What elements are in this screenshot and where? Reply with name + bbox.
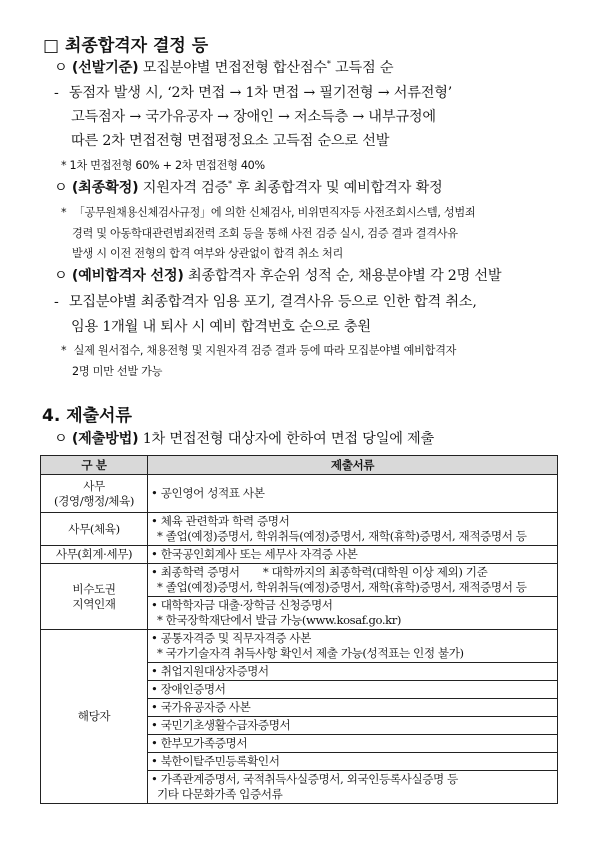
reserve-note-2: 2명 미만 선발 가능 bbox=[72, 365, 163, 378]
criteria-tag: (선발기준) bbox=[71, 60, 139, 76]
documents-cell: • 한부모가족증명서 bbox=[148, 735, 558, 753]
document-item bbox=[151, 565, 554, 580]
documents-cell bbox=[148, 630, 558, 663]
documents-cell: • 취업지원대상자증명서 bbox=[148, 663, 558, 681]
table-row bbox=[41, 630, 558, 663]
dash-bullet: - bbox=[54, 85, 59, 101]
final-confirm-tag: (최종확정) bbox=[71, 180, 139, 196]
table-header-row bbox=[41, 456, 558, 475]
category-cell: 사무(회계·세무) bbox=[41, 546, 148, 564]
document-text: • 최종학력 증명서 bbox=[151, 565, 240, 579]
documents-cell bbox=[148, 597, 558, 630]
replacement-text-1: 모집분야별 최종합격자 임용 포기, 결격사유 등으로 인한 합격 취소, bbox=[68, 294, 477, 310]
table-row bbox=[41, 546, 558, 564]
criteria-text: 모집분야별 면접전형 합산점수 bbox=[142, 60, 327, 76]
section-heading bbox=[43, 31, 208, 56]
tie-break-line-1 bbox=[54, 82, 452, 102]
verification-note-2: 경력 및 아동학대관련범죄전력 조회 등을 통해 사전 검증 실시, 검증 결과 결격사유 bbox=[72, 227, 458, 240]
documents-cell bbox=[148, 564, 558, 597]
documents-cell: • 장애인증명서 bbox=[148, 681, 558, 699]
category-text: (경영/행정/체육) bbox=[53, 493, 135, 508]
document-note: * 국가기술자격 취득사항 확인서 제출 가능(성적표는 인정 불가) bbox=[157, 646, 464, 660]
document-note: * 졸업(예정)증명서, 학위취득(예정)증명서, 재학(휴학)증명서, 재적증명서 등 bbox=[157, 580, 527, 594]
verification-text-1: 「공무원채용신체검사규정」에 의한 신체검사, 비위면직자등 사전조회시스템, 성범죄 bbox=[73, 206, 476, 219]
documents-cell bbox=[148, 475, 558, 513]
reserve-text: 최종합격자 후순위 성적 순, 채용분야별 각 2명 선발 bbox=[188, 268, 502, 284]
document-item: • 한국공인회계사 또는 세무사 자격증 사본 bbox=[151, 547, 358, 561]
document-item: 기타 다문화가족 입증서류 bbox=[157, 787, 283, 801]
table-row bbox=[41, 513, 558, 546]
documents-cell: • 국가유공자증 사본 bbox=[148, 699, 558, 717]
tie-break-text-1: 동점자 발생 시, ‘2차 면접 → 1차 면접 → 필기전형 → 서류전형’ bbox=[68, 85, 453, 101]
asterisk-mark: * bbox=[326, 59, 331, 69]
documents-cell: • 북한이탈주민등록확인서 bbox=[148, 753, 558, 771]
reserve-note-1 bbox=[61, 342, 456, 358]
category-cell: 사무(체육) bbox=[41, 513, 148, 546]
document-note: * 졸업(예정)증명서, 학위취득(예정)증명서, 재학(휴학)증명서, 재적증명서 등 bbox=[157, 529, 527, 543]
section-4-title: 4. 제출서류 bbox=[42, 406, 132, 426]
category-cell bbox=[41, 475, 148, 513]
category-cell: 해당자 bbox=[41, 630, 148, 804]
note-mark: * bbox=[61, 206, 67, 219]
submit-method-text: 1차 면접전형 대상자에 한하여 면접 당일에 제출 bbox=[142, 431, 435, 447]
final-confirm-text: 지원자격 검증 bbox=[142, 180, 229, 196]
document-item: • 가족관계증명서, 국적취득사실증명서, 외국인등록사실증명 등 bbox=[151, 772, 458, 786]
header-category: 구 분 bbox=[41, 456, 148, 475]
note-mark: * bbox=[61, 344, 67, 357]
reserve-tag: (예비합격자 선정) bbox=[71, 268, 184, 284]
section-title: 최종합격자 결정 등 bbox=[64, 36, 209, 56]
header-documents: 제출서류 bbox=[148, 456, 558, 475]
reserve-item bbox=[54, 265, 501, 285]
category-cell bbox=[41, 564, 148, 630]
documents-cell: • 국민기초생활수급자증명서 bbox=[148, 717, 558, 735]
score-note: * 1차 면접전형 60% + 2차 면접전형 40% bbox=[61, 159, 265, 172]
table-row bbox=[41, 564, 558, 597]
document-item: • 대학학자금 대출·장학금 신청증명서 bbox=[151, 598, 333, 612]
submit-method-item bbox=[54, 428, 434, 448]
verification-note-3: 발생 시 이전 전형의 합격 여부와 상관없이 합격 취소 처리 bbox=[72, 247, 343, 260]
criteria-item bbox=[54, 57, 393, 77]
circle-bullet: ㅇ bbox=[54, 431, 68, 447]
replacement-line-1 bbox=[54, 291, 477, 311]
document-item: • 공통자격증 및 직무자격증 사본 bbox=[151, 631, 311, 645]
replacement-line-2: 임용 1개월 내 퇴사 시 예비 합격번호 순으로 충원 bbox=[71, 319, 371, 335]
criteria-text-2: 고득점 순 bbox=[335, 60, 394, 76]
reserve-note-text-1: 실제 원서접수, 채용전형 및 지원자격 검증 결과 등에 따라 모집분야별 예비합격자 bbox=[73, 344, 457, 357]
document-note: * 대학까지의 최종학력(대학원 이상 제외) 기준 bbox=[262, 565, 488, 579]
circle-bullet: ㅇ bbox=[54, 60, 68, 76]
tie-break-line-3: 따른 2차 면접전형 면접평정요소 고득점 순으로 선발 bbox=[71, 133, 390, 149]
circle-bullet: ㅇ bbox=[54, 268, 68, 284]
final-confirm-item bbox=[54, 177, 443, 197]
category-text: 비수도권 bbox=[72, 581, 116, 596]
dash-bullet: - bbox=[54, 294, 59, 310]
box-bullet: □ bbox=[43, 36, 60, 56]
table-row bbox=[41, 475, 558, 513]
document-item: • 체육 관련학과 학력 증명서 bbox=[151, 514, 290, 528]
circle-bullet: ㅇ bbox=[54, 180, 68, 196]
asterisk-mark: * bbox=[228, 179, 232, 189]
documents-table bbox=[40, 455, 558, 804]
tie-break-line-2: 고득점자 → 국가유공자 → 장애인 → 저소득층 → 내부규정에 bbox=[71, 109, 436, 125]
category-text: 사무 bbox=[83, 478, 105, 493]
documents-cell bbox=[148, 513, 558, 546]
document-note: * 한국장학재단에서 발급 가능(www.kosaf.go.kr) bbox=[157, 613, 402, 627]
document-item: • 공인영어 성적표 사본 bbox=[151, 486, 265, 500]
verification-note-1 bbox=[61, 204, 475, 220]
final-confirm-text-2: 후 최종합격자 및 예비합격자 확정 bbox=[236, 180, 443, 196]
submit-method-tag: (제출방법) bbox=[71, 431, 139, 447]
documents-cell bbox=[148, 546, 558, 564]
category-text: 지역인재 bbox=[72, 596, 116, 611]
documents-cell bbox=[148, 771, 558, 804]
